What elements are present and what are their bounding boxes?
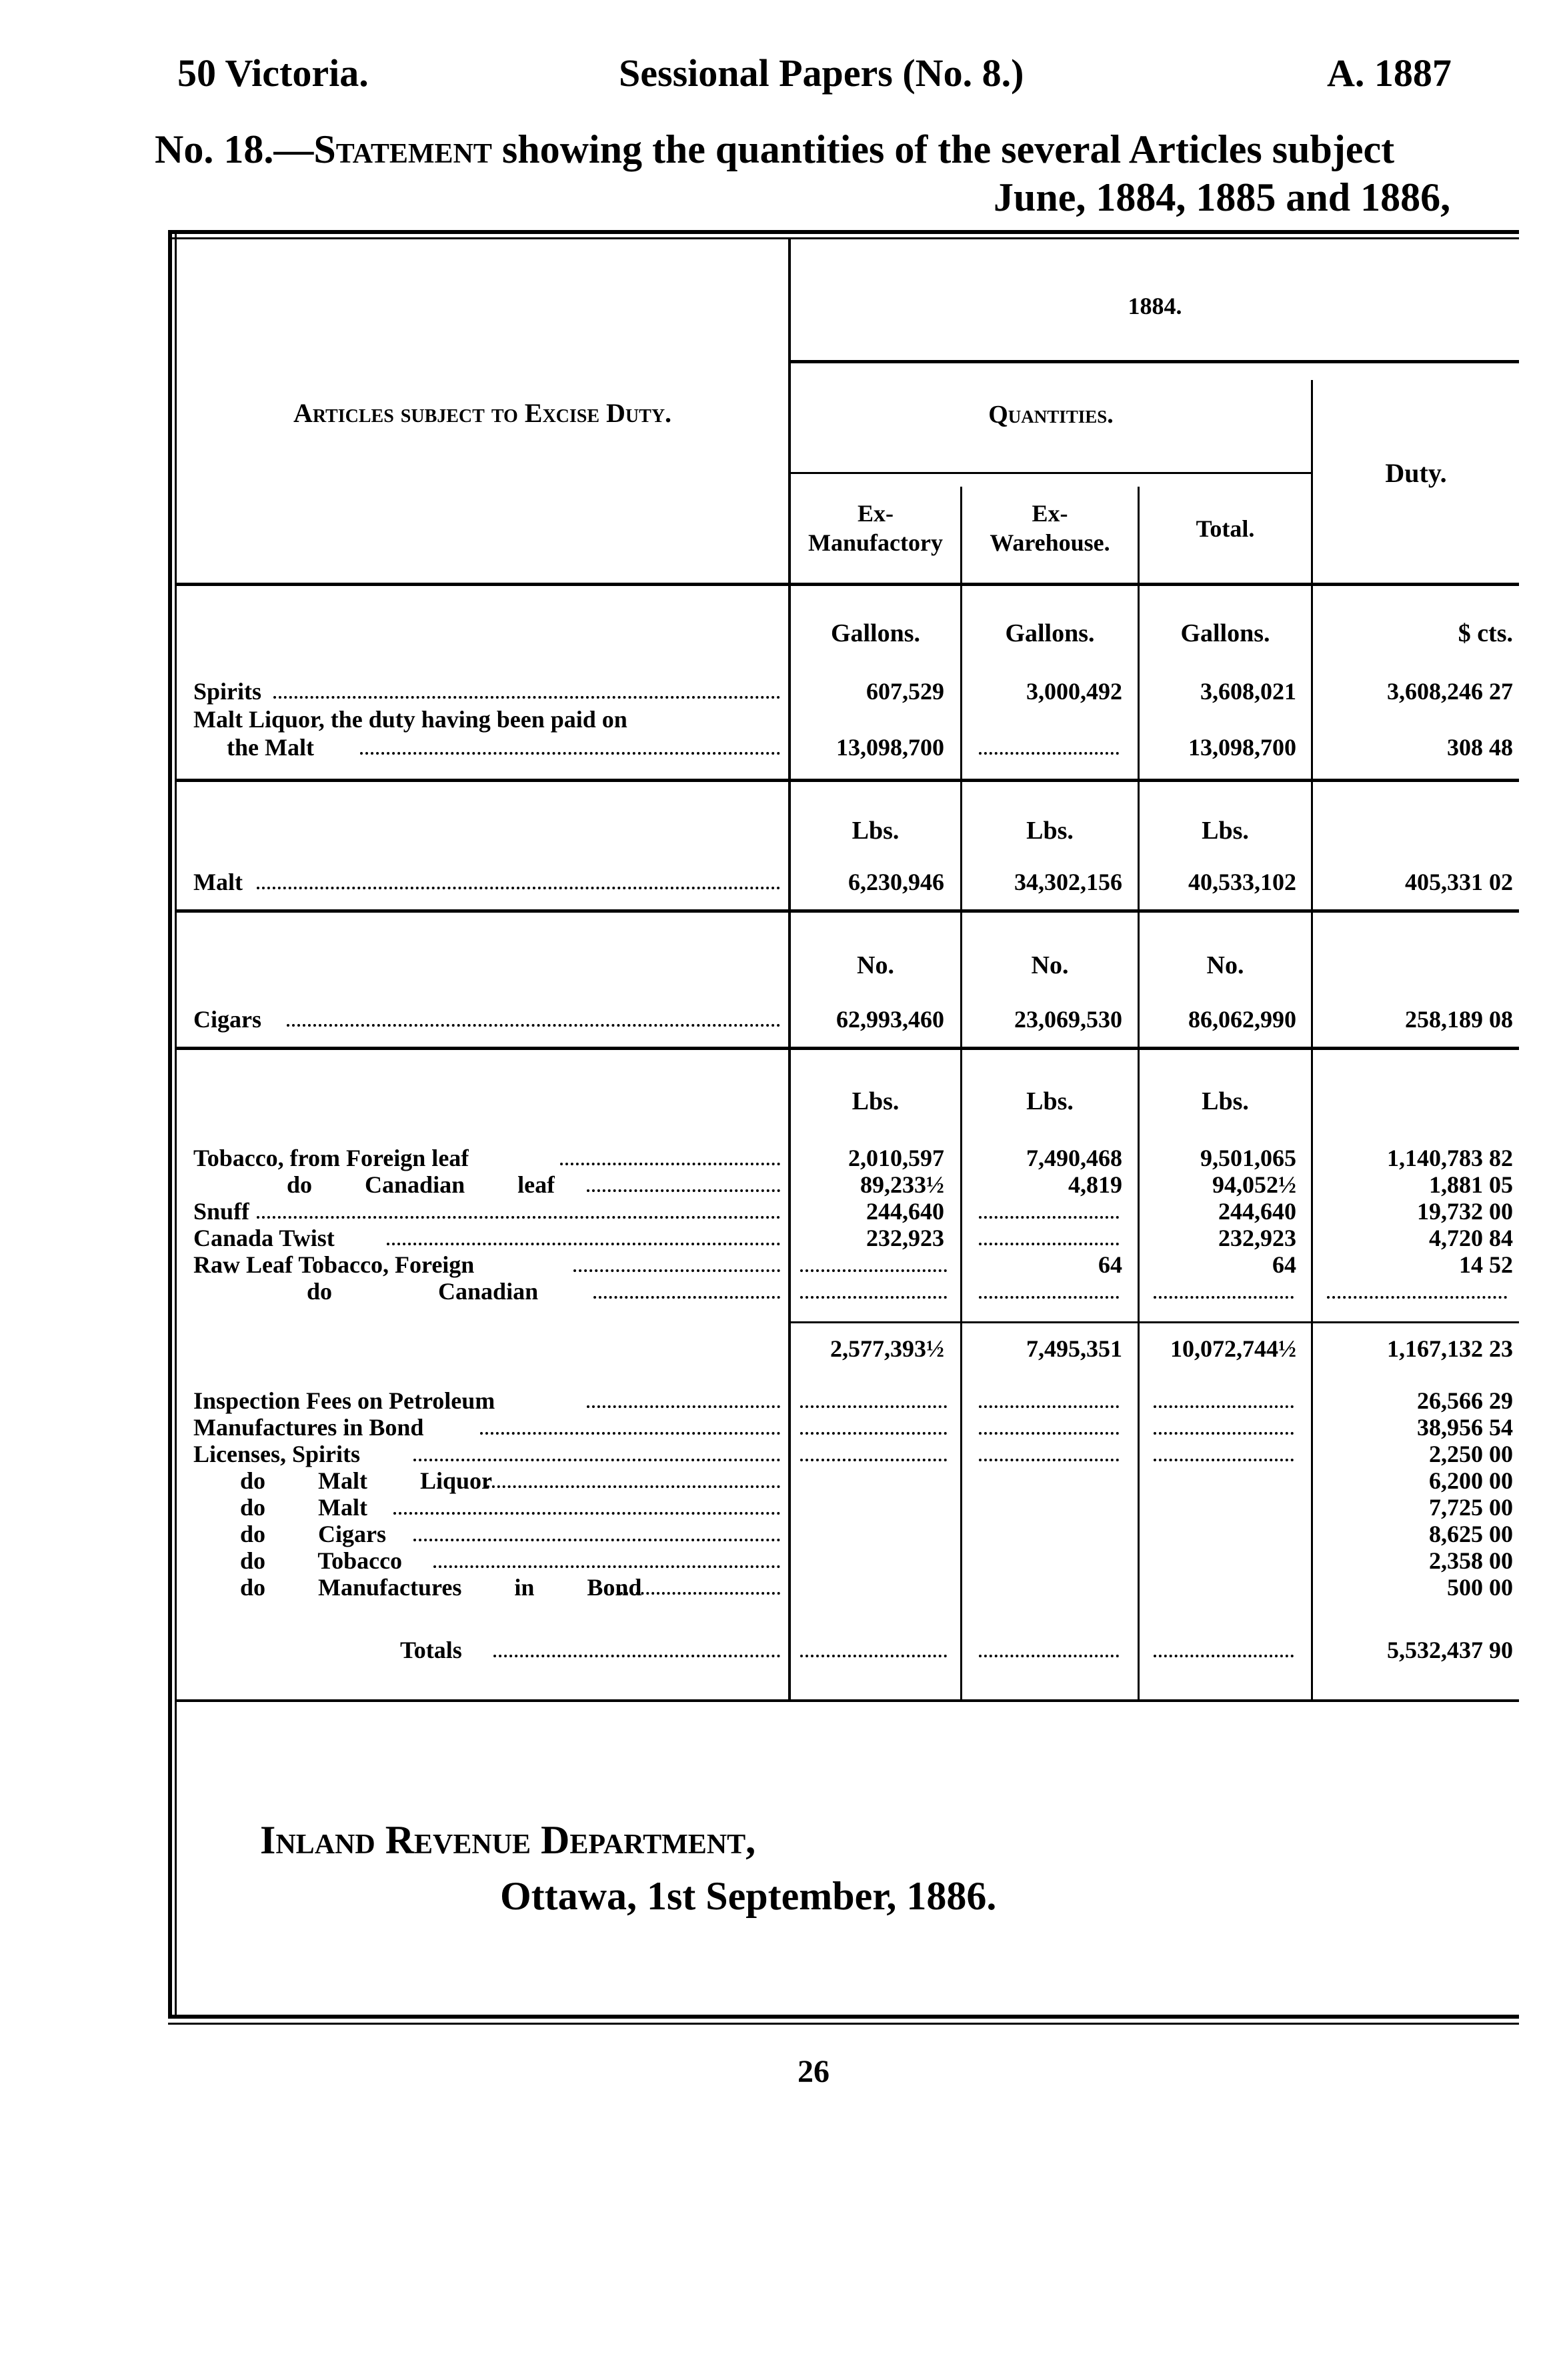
row-label: Canada Twist <box>193 1225 335 1251</box>
cell-duty: 7,725 00 <box>1429 1494 1513 1521</box>
unit-g1-ew: Gallons. <box>1005 619 1095 647</box>
unit-g1-duty: $ cts. <box>1458 619 1513 647</box>
leader-dots <box>979 1405 1119 1408</box>
page-bottom-rule-thin <box>168 2023 1519 2025</box>
row-label: Malt Liquor, the duty having been paid on <box>193 706 627 733</box>
leader-dots <box>800 1405 947 1408</box>
cell-em: 232,923 <box>866 1225 944 1251</box>
leader-dots <box>1154 1432 1294 1435</box>
cell-duty: 6,200 00 <box>1429 1467 1513 1494</box>
cell-total: 86,062,990 <box>1188 1006 1296 1033</box>
cell-duty: 500 00 <box>1447 1574 1513 1601</box>
table-top-rule-thin <box>172 237 1519 239</box>
row-label: do Canadian <box>307 1278 539 1305</box>
articles-heading: Articles subject to Excise Duty. <box>293 398 672 428</box>
cell-duty: 19,732 00 <box>1417 1198 1513 1225</box>
leader-dots <box>393 1512 780 1515</box>
unit-g4-em: Lbs. <box>852 1087 900 1115</box>
header-center: Sessional Papers (No. 8.) <box>619 51 1024 95</box>
cell-duty: 308 48 <box>1447 734 1513 761</box>
rule-under-quantities <box>791 472 1311 474</box>
quantities-heading: Quantities. <box>988 401 1114 429</box>
cell-duty: 38,956 54 <box>1417 1414 1513 1441</box>
subtotal-em: 2,577,393½ <box>830 1335 944 1362</box>
leader-dots <box>360 752 780 755</box>
leader-dots <box>480 1432 780 1435</box>
leader-dots <box>979 1459 1119 1461</box>
year-heading: 1884. <box>1128 293 1182 319</box>
leader-dots <box>413 1539 780 1541</box>
row-label: Raw Leaf Tobacco, Foreign <box>193 1251 475 1278</box>
leader-dots <box>587 1405 780 1408</box>
cell-duty: 14 52 <box>1459 1251 1513 1278</box>
cell-ew: 34,302,156 <box>1014 869 1122 895</box>
leader-dots <box>273 696 780 699</box>
leader-dots <box>413 1459 780 1461</box>
row-label: do Manufactures in Bond <box>240 1574 642 1601</box>
cell-em: 2,010,597 <box>848 1145 944 1171</box>
col-ex-warehouse-line1: Ex- <box>1032 500 1068 527</box>
row-label: Snuff <box>193 1198 250 1225</box>
leader-dots <box>800 1459 947 1461</box>
duty-heading: Duty. <box>1385 458 1447 488</box>
leader-dots <box>387 1243 780 1245</box>
rule-under-header <box>177 583 1519 586</box>
leader-dots <box>257 887 780 889</box>
totals-label: Totals <box>400 1637 462 1663</box>
table-title: No. 18.—Statement showing the quantities of the several Articles subject <box>155 127 1395 171</box>
cell-total: 40,533,102 <box>1188 869 1296 895</box>
leader-dots <box>800 1432 947 1435</box>
leader-dots <box>1154 1405 1294 1408</box>
row-label-cont: the Malt <box>227 734 314 761</box>
cell-total: 94,052½ <box>1212 1171 1296 1198</box>
header-left: 50 Victoria. <box>177 51 369 95</box>
cell-em: 89,233½ <box>860 1171 944 1198</box>
unit-g1-total: Gallons. <box>1180 619 1270 647</box>
row-label: Inspection Fees on Petroleum <box>193 1387 495 1414</box>
leader-dots <box>979 1296 1119 1299</box>
row-label: do Malt <box>240 1494 367 1521</box>
row-label: do Malt Liquor <box>240 1467 493 1494</box>
rule-subtotal <box>791 1321 1519 1323</box>
totals-duty: 5,532,437 90 <box>1387 1637 1513 1663</box>
unit-g1-em: Gallons. <box>830 619 921 647</box>
cell-total: 3,608,021 <box>1200 678 1296 705</box>
cell-duty: 8,625 00 <box>1429 1521 1513 1547</box>
cell-total: 13,098,700 <box>1188 734 1296 761</box>
subtotal-ew: 7,495,351 <box>1026 1335 1122 1362</box>
table-top-rule <box>172 230 1519 234</box>
footer-department: Inland Revenue Department, <box>260 1818 756 1862</box>
cell-duty: 1,881 05 <box>1429 1171 1513 1198</box>
table-left-border-thin <box>175 230 177 2017</box>
title-number: No. 18. <box>155 127 274 171</box>
col-ex-manufactory <box>791 499 960 557</box>
rule-group-3 <box>177 1047 1519 1050</box>
leader-dots <box>620 1592 780 1595</box>
cell-duty: 258,189 08 <box>1405 1006 1513 1033</box>
cell-duty: 26,566 29 <box>1417 1387 1513 1414</box>
unit-g4-ew: Lbs. <box>1026 1087 1074 1115</box>
title-line2: June, 1884, 1885 and 1886, <box>994 175 1451 219</box>
subtotal-total: 10,072,744½ <box>1170 1335 1296 1362</box>
table-bottom-rule <box>177 1699 1519 1702</box>
cell-em: 13,098,700 <box>836 734 944 761</box>
unit-g4-total: Lbs. <box>1202 1087 1249 1115</box>
header-right: A. 1887 <box>1327 51 1452 95</box>
cell-ew: 64 <box>1098 1251 1122 1278</box>
leader-dots <box>587 1189 780 1192</box>
unit-g3-total: No. <box>1206 951 1244 979</box>
cell-duty: 405,331 02 <box>1405 869 1513 895</box>
subtotal-duty: 1,167,132 23 <box>1387 1335 1513 1362</box>
cell-total: 232,923 <box>1218 1225 1296 1251</box>
unit-g2-ew: Lbs. <box>1026 817 1074 845</box>
leader-dots <box>433 1565 780 1568</box>
leader-dots <box>979 752 1119 755</box>
leader-dots <box>979 1432 1119 1435</box>
leader-dots <box>979 1243 1119 1245</box>
leader-dots <box>1154 1296 1294 1299</box>
row-label: Tobacco, from Foreign leaf <box>193 1145 469 1171</box>
page-bottom-rule <box>168 2015 1519 2019</box>
cell-ew: 7,490,468 <box>1026 1145 1122 1171</box>
leader-dots <box>979 1655 1119 1657</box>
row-label: do Cigars <box>240 1521 387 1547</box>
leader-dots <box>979 1216 1119 1219</box>
row-label: Licenses, Spirits <box>193 1441 361 1467</box>
row-label: do Tobacco <box>240 1547 403 1574</box>
leader-dots <box>257 1216 780 1219</box>
col-ex-manufactory-line1: Ex- <box>858 500 894 527</box>
footer-place-date: Ottawa, 1st September, 1886. <box>500 1874 997 1918</box>
cell-ew: 3,000,492 <box>1026 678 1122 705</box>
cell-em: 6,230,946 <box>848 869 944 895</box>
unit-g2-total: Lbs. <box>1202 817 1249 845</box>
cell-total: 244,640 <box>1218 1198 1296 1225</box>
cell-em: 244,640 <box>866 1198 944 1225</box>
rule-group-1 <box>177 779 1519 782</box>
cell-duty: 4,720 84 <box>1429 1225 1513 1251</box>
row-label: Malt <box>193 869 243 895</box>
rule-group-2 <box>177 909 1519 913</box>
rule-under-year <box>791 360 1519 363</box>
row-label: Cigars <box>193 1006 261 1033</box>
cell-duty: 3,608,246 27 <box>1387 678 1513 705</box>
leader-dots <box>560 1163 780 1165</box>
unit-g3-em: No. <box>857 951 894 979</box>
leader-dots <box>1154 1459 1294 1461</box>
title-rest: showing the quantities of the several Articles subject <box>501 127 1395 171</box>
col-ex-warehouse <box>962 499 1138 557</box>
cell-duty: 2,358 00 <box>1429 1547 1513 1574</box>
leader-dots <box>800 1269 947 1272</box>
row-label: do Canadian leaf <box>287 1171 555 1198</box>
cell-em: 607,529 <box>866 678 944 705</box>
leader-dots <box>287 1024 780 1027</box>
cell-ew: 23,069,530 <box>1014 1006 1122 1033</box>
row-label: Spirits <box>193 678 262 705</box>
leader-dots <box>800 1655 947 1657</box>
row-label: Manufactures in Bond <box>193 1414 424 1441</box>
unit-g3-ew: No. <box>1031 951 1069 979</box>
leader-dots <box>593 1296 780 1299</box>
cell-total: 64 <box>1272 1251 1296 1278</box>
leader-dots <box>573 1269 780 1272</box>
col-ex-warehouse-line2: Warehouse. <box>990 529 1110 556</box>
title-lead: Statement <box>313 127 492 171</box>
leader-dots <box>1154 1655 1294 1657</box>
leader-dots <box>487 1485 780 1488</box>
cell-duty: 1,140,783 82 <box>1387 1145 1513 1171</box>
leader-dots <box>493 1655 780 1657</box>
leader-dots <box>1327 1296 1507 1299</box>
table-left-border <box>168 230 172 2017</box>
unit-g2-em: Lbs. <box>852 817 900 845</box>
cell-ew: 4,819 <box>1068 1171 1122 1198</box>
cell-total: 9,501,065 <box>1200 1145 1296 1171</box>
col-total: Total. <box>1196 515 1255 542</box>
cell-duty: 2,250 00 <box>1429 1441 1513 1467</box>
page-number: 26 <box>798 2054 830 2089</box>
cell-em: 62,993,460 <box>836 1006 944 1033</box>
leader-dots <box>800 1296 947 1299</box>
col-ex-manufactory-line2: Manufactory <box>808 529 943 556</box>
